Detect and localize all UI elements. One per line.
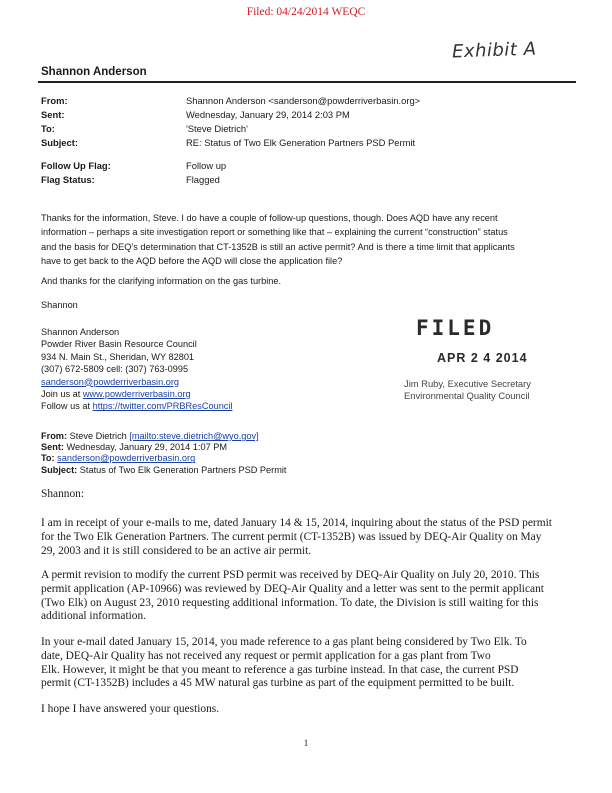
signature-address: 934 N. Main St., Sheridan, WY 82801: [41, 351, 195, 362]
letter-paragraph-4: I hope I have answered your questions.: [41, 703, 220, 715]
from-value: Shannon Anderson <sanderson@powderriverbasin.org>: [186, 95, 421, 106]
sent-value: Wednesday, January 29, 2014 2:03 PM: [186, 109, 350, 120]
to-value: 'Steve Dietrich': [186, 123, 248, 134]
fwd-to-link[interactable]: sanderson@powderriverbasin.org: [57, 453, 196, 464]
exhibit-label: Exhibit A: [451, 38, 537, 63]
stamp-council-line: Environmental Quality Council: [404, 390, 530, 401]
flagstatus-value: Flagged: [186, 174, 220, 185]
reply-paragraph-1: [41, 211, 581, 268]
signature-phones: (307) 672-5809 cell: (307) 763-0995: [41, 364, 189, 375]
reply-line: Thanks for the information, Steve. I do have a couple of follow-up questions, though. Does AQD have any recent: [41, 213, 498, 223]
website-link[interactable]: www.powderriverbasin.org: [82, 389, 191, 400]
filed-stamp-date: APR 2 4 2014: [437, 351, 528, 365]
from-label: From:: [41, 95, 68, 106]
letter-line: (Two Elk) on August 23, 2010 requesting additional information. To date, the Division is still waiting for this: [41, 596, 539, 609]
fwd-subject-value: Status of Two Elk Generation Partners PSD Permit: [77, 464, 287, 475]
to-label: To:: [41, 123, 55, 134]
followup-value: Follow up: [186, 160, 227, 171]
signature-name: Shannon Anderson: [41, 327, 120, 337]
letter-line: permit (CT-1352B) includes a 45 MW natural gas turbine as part of the equipment permitted to be built.: [41, 677, 515, 690]
letter-line: A permit revision to modify the current PSD permit was received by DEQ-Air Quality on July 20, 2010. This: [41, 569, 540, 581]
stamp-name-line: Jim Ruby, Executive Secretary: [404, 378, 531, 389]
letter-paragraph-3: [41, 636, 581, 691]
letter-paragraph-2: [41, 569, 581, 624]
twitter-link[interactable]: https://twitter.com/PRBResCouncil: [92, 401, 233, 412]
sender-name: Shannon Anderson: [41, 66, 147, 78]
sent-label: Sent:: [41, 109, 65, 120]
subject-value: RE: Status of Two Elk Generation Partners PSD Permit: [186, 137, 416, 148]
reply-signoff: Shannon: [41, 300, 78, 310]
filed-stamp: FILED: [416, 316, 495, 340]
letter-line: permit application (AP-10966) was reviewed by DEQ-Air Quality and a letter was sent to the permit applicant: [41, 582, 544, 595]
fwd-from-label: From:: [41, 431, 68, 441]
letter-paragraph-1: [41, 517, 581, 558]
reply-line: and the basis for DEQ’s determination that CT-1352B is still an active permit? And is there a time limit that applicants: [41, 241, 515, 252]
subject-label: Subject:: [41, 137, 78, 148]
signature-email-link[interactable]: sanderson@powderriverbasin.org: [41, 376, 180, 387]
letter-line: I am in receipt of your e-mails to me, dated January 14 & 15, 2014, inquiring about the status of the PSD permit: [41, 517, 552, 529]
letter-line: In your e-mail dated January 15, 2014, you made reference to a gas plant being considered by Two Elk. To: [41, 636, 527, 648]
followup-label: Follow Up Flag:: [41, 160, 111, 171]
letter-salutation: Shannon:: [41, 488, 85, 500]
letter-line: for the Two Elk Generation Partners. The current permit (CT-1352B) was issued by DEQ-Air Quality on May: [41, 530, 542, 543]
fwd-from-value: Steve Dietrich: [67, 431, 130, 441]
page-number: 1: [303, 738, 309, 748]
flagstatus-label: Flag Status:: [41, 174, 95, 185]
fwd-to-label: To:: [41, 453, 55, 464]
letter-line: additional information.: [41, 610, 147, 623]
fwd-sent-label: Sent:: [41, 442, 64, 453]
letter-line: Elk. However, it might be that you meant to reference a gas turbine instead. In that case, the current PSD: [41, 663, 519, 676]
fwd-sent-value: Wednesday, January 29, 2014 1:07 PM: [63, 442, 228, 453]
join-prefix: Join us at: [41, 389, 83, 400]
filed-header: Filed: 04/24/2014 WEQC: [246, 6, 366, 18]
letter-line: 29, 2003 and it is still considered to be an active air permit.: [41, 544, 312, 557]
fwd-subject-label: Subject:: [41, 464, 78, 475]
header-divider: [38, 81, 576, 83]
fwd-mailto-link[interactable]: [mailto:steve.dietrich@wyo.gov]: [129, 431, 259, 441]
signature-org: Powder River Basin Resource Council: [41, 339, 197, 350]
forwarded-headers: [41, 431, 286, 476]
follow-prefix: Follow us at: [41, 401, 93, 412]
signature-block: [41, 326, 232, 413]
reply-paragraph-2: And thanks for the clarifying information on the gas turbine.: [41, 276, 282, 286]
letter-line: date, DEQ-Air Quality has not received any request or permit application for a gas plant from Two: [41, 649, 491, 662]
reply-line: information – perhaps a site investigation report or something like that – explaining the current “construction” status: [41, 227, 508, 238]
reply-line: have to get back to the AQD before the AQD will close the application file?: [41, 255, 343, 266]
